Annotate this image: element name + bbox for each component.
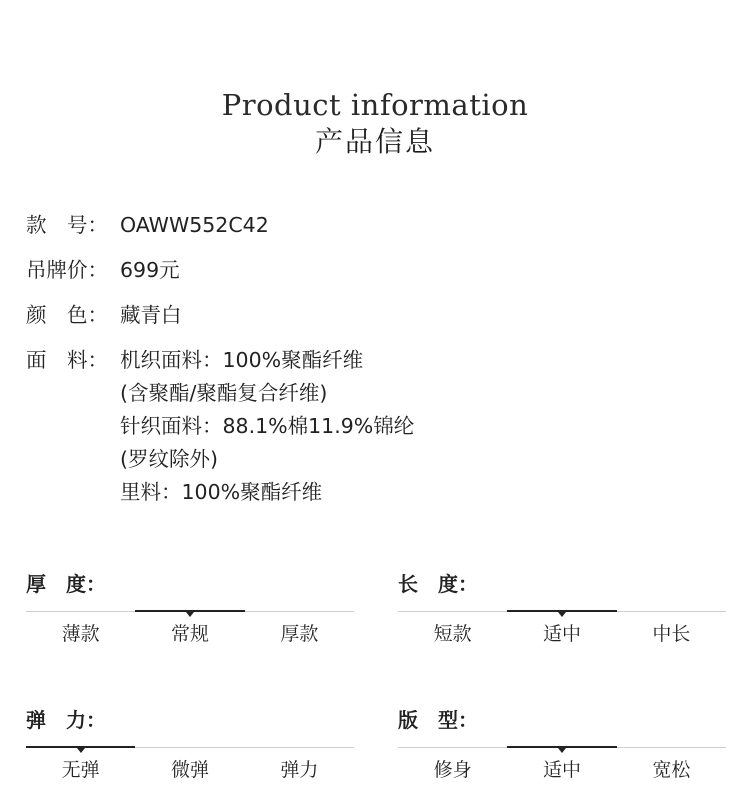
pointer-triangle-icon [558, 612, 566, 617]
thickness-option: 厚款 [280, 623, 319, 645]
pointer-triangle-icon [77, 748, 85, 753]
info-row-color [26, 299, 726, 332]
length-title: 长 度： [398, 572, 478, 596]
elasticity-track [26, 747, 354, 748]
fabric-line: 里料：100%聚酯纤维 [120, 480, 323, 504]
thickness-option: 薄款 [61, 623, 100, 645]
title-english: Product information [221, 88, 529, 122]
fit-selected-marker [507, 746, 616, 748]
elasticity-selected-marker [26, 746, 135, 748]
fit-option: 适中 [542, 759, 581, 781]
info-row-price [26, 254, 726, 287]
style-no-label: 款 号： [26, 213, 108, 237]
product-info-list [26, 209, 726, 521]
fabric-value [120, 344, 726, 509]
pointer-triangle-icon [186, 612, 194, 617]
color-label: 颜 色： [26, 303, 108, 327]
thickness-option: 常规 [170, 623, 209, 645]
fit-option: 修身 [433, 759, 472, 781]
fit-option: 宽松 [652, 759, 691, 781]
length-selected-marker [507, 610, 616, 612]
length-scale [398, 570, 726, 647]
length-options [398, 621, 726, 647]
elasticity-option: 无弹 [61, 759, 100, 781]
elasticity-option: 弹力 [280, 759, 319, 781]
fabric-line: 针织面料：88.1%棉11.9%锦纶 [120, 414, 415, 438]
fabric-line: (罗纹除外) [120, 447, 218, 471]
info-row-style-no [26, 209, 726, 242]
thickness-scale [26, 570, 354, 647]
price-label: 吊牌价： [26, 258, 108, 282]
pointer-triangle-icon [558, 748, 566, 753]
fabric-label: 面 料： [26, 348, 108, 372]
fit-track [398, 747, 726, 748]
title-chinese: 产品信息 [314, 125, 435, 158]
length-option: 中长 [652, 623, 691, 645]
thickness-title: 厚 度： [26, 572, 106, 596]
length-track [398, 611, 726, 612]
fit-scale [398, 706, 726, 783]
color-value: 藏青白 [120, 303, 182, 327]
fit-options [398, 757, 726, 783]
thickness-options [26, 621, 354, 647]
fit-title: 版 型： [398, 708, 478, 732]
fabric-line: 机织面料：100%聚酯纤维 [120, 348, 364, 372]
length-option: 短款 [433, 623, 472, 645]
info-row-fabric [26, 344, 726, 509]
thickness-selected-marker [135, 610, 244, 612]
fabric-line: (含聚酯/聚酯复合纤维) [120, 381, 328, 405]
elasticity-scale [26, 706, 354, 783]
elasticity-options [26, 757, 354, 783]
length-option: 适中 [542, 623, 581, 645]
elasticity-title: 弹 力： [26, 708, 106, 732]
elasticity-option: 微弹 [170, 759, 209, 781]
price-value: 699元 [120, 258, 180, 282]
style-no-value: OAWW552C42 [120, 213, 269, 237]
thickness-track [26, 611, 354, 612]
